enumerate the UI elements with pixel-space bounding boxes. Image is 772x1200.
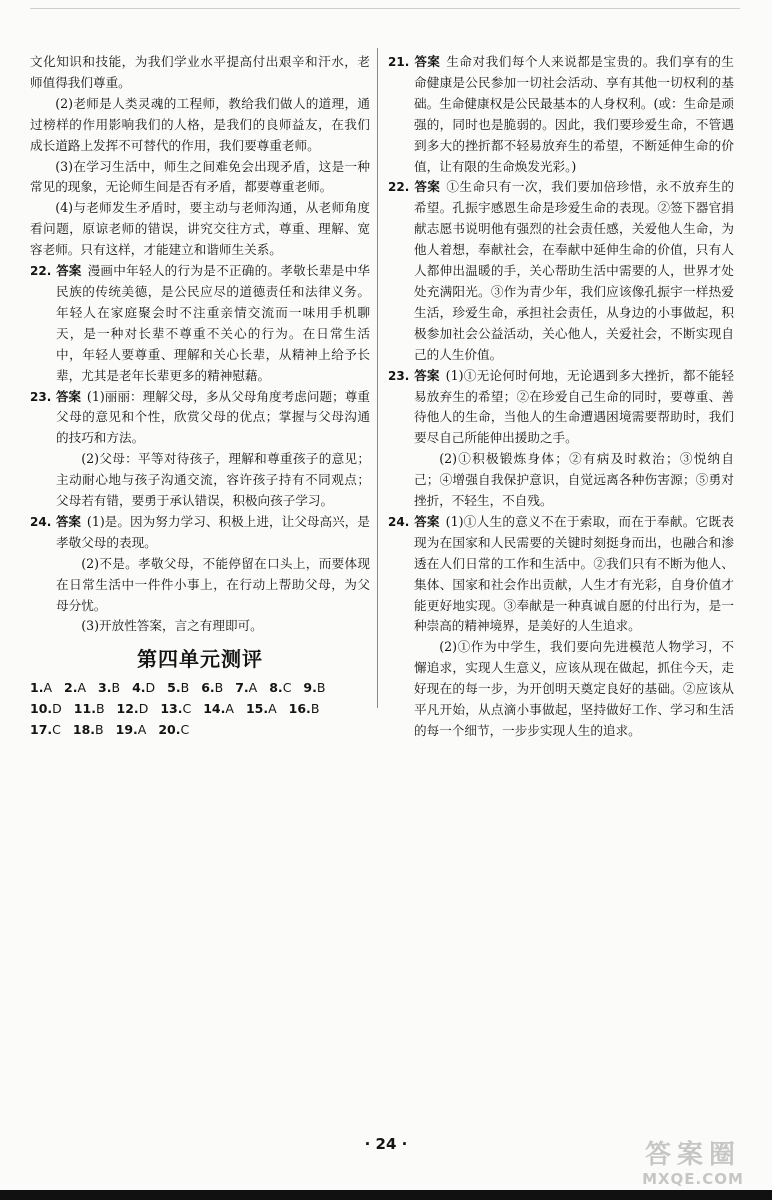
left-q24 <box>30 512 370 554</box>
mc-question-number: 20. <box>158 722 181 738</box>
answer-keyword: 答案 <box>414 179 441 195</box>
mc-question-number: 11. <box>73 701 96 717</box>
column-divider <box>377 48 378 708</box>
question-number: 23. <box>388 368 410 383</box>
left-q23 <box>30 387 370 450</box>
question-number: 23. <box>30 389 52 404</box>
right-column <box>388 52 734 742</box>
mc-answer-letter: C <box>52 722 61 738</box>
right-q24 <box>388 512 734 637</box>
mc-question-number: 13. <box>160 701 183 717</box>
answer-text: (1)①无论何时何地，无论遇到多大挫折，都不能轻易放弃生的希望；②在珍爱自己生命的同时，要尊重、善待他人的生命，当他人的生命遭遇困境需要帮助时，我们要尽自己所能伸出援助之手。 <box>414 367 735 446</box>
answer-keyword: 答案 <box>414 513 440 529</box>
mc-answer-item <box>30 677 52 698</box>
q21-part-4: (4)与老师发生矛盾时，要主动与老师沟通，从老师角度看问题，原谅老师的错误，讲究交往方式，尊重、理解、宽容老师。只有这样，才能建立和谐师生关系。 <box>30 200 370 258</box>
mc-answer-letter: B <box>111 680 121 696</box>
mc-answer-item <box>160 698 191 719</box>
mc-answer-item <box>132 677 155 698</box>
mc-answer-item <box>64 677 86 698</box>
mc-question-number: 9. <box>303 680 317 696</box>
left-q23-part-2: (2)父母：平等对待孩子，理解和尊重孩子的意见；主动耐心地与孩子沟通交流，容许孩子持有不同观点；父母若有错，要勇于承认错误，积极向孩子学习。 <box>56 451 370 509</box>
mc-answer-item <box>235 677 257 698</box>
answer-keyword: 答案 <box>414 367 440 383</box>
mc-question-number: 8. <box>269 680 283 696</box>
answer-text: 漫画中年轻人的行为是不正确的。孝敬长辈是中华民族的传统美德，是公民应尽的道德责任和法律义务。年轻人在家庭聚会时不注重亲情交流而一味用手机聊天，是一种对长辈不尊重不关心的行为。在日常生活中，年轻人要尊重、理解和关心长辈，从精神上给予长辈，尤其是老年长辈更多的精神慰藉。 <box>56 263 371 383</box>
mc-answer-letter: B <box>95 701 105 717</box>
answer-text: (1)是。因为努力学习、积极上进，让父母高兴，是孝敬父母的表现。 <box>56 513 371 550</box>
top-rule <box>30 8 740 9</box>
mc-answer-item <box>303 677 325 698</box>
mc-answer-item <box>73 719 104 740</box>
right-q23 <box>388 366 734 450</box>
mc-answer-item <box>30 719 61 740</box>
answer-keyword: 答案 <box>56 513 81 529</box>
page-number: · 24 · <box>364 1135 408 1153</box>
mc-question-number: 17. <box>30 722 53 738</box>
question-number: 21. <box>388 55 410 69</box>
mc-answer-letter: B <box>95 722 104 738</box>
watermark-url: MXQE.COM <box>642 1170 744 1188</box>
mc-answer-letter: D <box>138 701 149 717</box>
mc-question-number: 5. <box>167 680 181 696</box>
mc-answer-letter: C <box>282 680 292 696</box>
multiple-choice-answers <box>30 677 370 740</box>
answer-keyword: 答案 <box>56 388 81 404</box>
mc-answer-letter: A <box>225 701 234 717</box>
mc-question-number: 4. <box>132 680 146 696</box>
mc-question-number: 14. <box>203 701 226 717</box>
mc-question-number: 18. <box>72 722 96 738</box>
left-q22 <box>30 261 370 386</box>
mc-answer-item <box>203 698 234 719</box>
mc-answer-item <box>74 698 105 719</box>
mc-answer-letter: C <box>180 722 190 738</box>
right-q24-part-2: (2)①作为中学生，我们要向先进模范人物学习，不懈追求，实现人生意义，应该从现在做起，抓住今天，走好现在的每一步，为开创明天奠定良好的基础。②应该从平凡开始，从点滴小事做起，坚持做好工作、学习和生活的每一个细节，一步步实现人生的追求。 <box>414 639 734 738</box>
left-q24-part-3: (3)开放性答案，言之有理即可。 <box>81 618 263 634</box>
mc-answer-letter: B <box>214 680 224 696</box>
q21-part-2: (2)老师是人类灵魂的工程师，教给我们做人的道理，通过榜样的作用影响我们的人格，是我们的良师益友，在我们成长道路上发挥不可替代的作用，我们要尊重老师。 <box>30 95 370 153</box>
q21-part-3: (3)在学习生活中，师生之间难免会出现矛盾，这是一种常见的现象，无论师生间是否有矛盾，都要尊重老师。 <box>30 158 370 195</box>
mc-answer-letter: A <box>43 680 53 696</box>
mc-question-number: 15. <box>245 701 269 717</box>
answer-text: (1)丽丽：理解父母，多从父母角度考虑问题；尊重父母的意见和个性，欣赏父母的优点；掌握与父母沟通的技巧和方法。 <box>56 388 371 446</box>
mc-answer-letter: B <box>310 701 320 717</box>
mc-question-number: 19. <box>115 722 138 738</box>
question-number: 22. <box>388 180 410 195</box>
answer-keyword: 答案 <box>414 54 441 69</box>
question-number: 24. <box>388 514 410 529</box>
answer-text: 生命对我们每个人来说都是宝贵的。我们享有的生命健康是公民参加一切社会活动、享有其他一切权利的基础。生命健康权是公民最基本的人身权利。(或：生命是顽强的，同时也是脆弱的。因此，我们要珍爱生命，不管遇到多大的挫折都不轻易放弃生的希望，不断延伸生命的价值，让有限的生命焕发光彩。) <box>414 54 735 174</box>
mc-question-number: 12. <box>116 701 139 717</box>
mc-question-number: 16. <box>288 701 311 717</box>
mc-answer-item <box>289 698 320 719</box>
mc-answer-item <box>167 677 189 698</box>
left-paragraph-continuation: 文化知识和技能，为我们学业水平提高付出艰辛和汗水，老师值得我们尊重。 <box>30 54 370 90</box>
watermark-logo <box>624 1140 762 1192</box>
mc-answer-letter: D <box>145 680 156 696</box>
mc-question-number: 3. <box>98 680 112 696</box>
question-number: 22. <box>30 264 52 279</box>
mc-answer-item <box>116 719 147 740</box>
right-q23-part-2: (2)①积极锻炼身体；②有病及时救治；③悦纳自己；④增强自我保护意识，自觉远离各种伤害源；⑤勇对挫折，不轻生，不自残。 <box>414 451 734 509</box>
mc-question-number: 7. <box>235 680 249 696</box>
mc-question-number: 1. <box>30 680 44 696</box>
mc-answer-item <box>269 677 291 698</box>
watermark-text: 答案圈 <box>644 1140 741 1170</box>
mc-answer-item <box>30 698 62 719</box>
mc-question-number: 10. <box>30 701 53 717</box>
mc-answer-item <box>117 698 149 719</box>
mc-answer-letter: A <box>248 680 258 696</box>
mc-answer-item <box>98 677 120 698</box>
mc-answer-letter: A <box>77 680 87 696</box>
mc-answer-letter: A <box>268 701 277 717</box>
mc-answer-letter: D <box>52 701 62 717</box>
mc-answer-item <box>158 719 189 740</box>
mc-answer-letter: B <box>316 680 326 696</box>
answer-keyword: 答案 <box>56 263 82 279</box>
left-column <box>30 52 370 740</box>
mc-answer-item <box>246 698 277 719</box>
answer-text: ①生命只有一次，我们要加倍珍惜，永不放弃生的希望。孔振宇感恩生命是珍爱生命的表现。②签下器官捐献志愿书说明他有强烈的社会责任感，关爱他人生命，为他人着想，奉献社会，在奉献中延伸生命的价值，只有人人都伸出温暖的手，关心帮助生活中需要的人，世界才处处充满阳光。③作为青少年，我们应该像孔振宇一样热爱生活，珍爱生命，承担社会责任，从身边的小事做起，积极参加社会公益活动，关心他人，关爱社会，不断实现自己的人生价值。 <box>414 179 735 362</box>
right-q22 <box>388 177 734 365</box>
answer-text: (1)①人生的意义不在于索取，而在于奉献。它既表现为在国家和人民需要的关键时刻挺身而出，也融合和渗透在人们日常的工作和生活中。②我们只有不断为他人、集体、国家和社会作出贡献，人生才有光彩，自身价值才能更好地实现。③奉献是一种真诚自愿的付出行为，是一种崇高的精神境界，是美好的人生追求。 <box>414 513 735 634</box>
mc-answer-letter: B <box>180 680 190 696</box>
mc-question-number: 6. <box>201 680 215 696</box>
mc-question-number: 2. <box>64 680 78 696</box>
mc-answer-item <box>201 677 223 698</box>
question-number: 24. <box>30 514 52 529</box>
left-q24-part-2: (2)不是。孝敬父母，不能停留在口头上，而要体现在日常生活中一件件小事上，在行动上帮助父母，为父母分忧。 <box>56 555 370 613</box>
section-title: 第四单元测评 <box>137 647 263 672</box>
mc-answer-letter: C <box>182 701 192 717</box>
scan-bottom-edge <box>0 1190 772 1200</box>
right-q21 <box>388 52 734 177</box>
mc-answer-letter: A <box>137 722 147 738</box>
